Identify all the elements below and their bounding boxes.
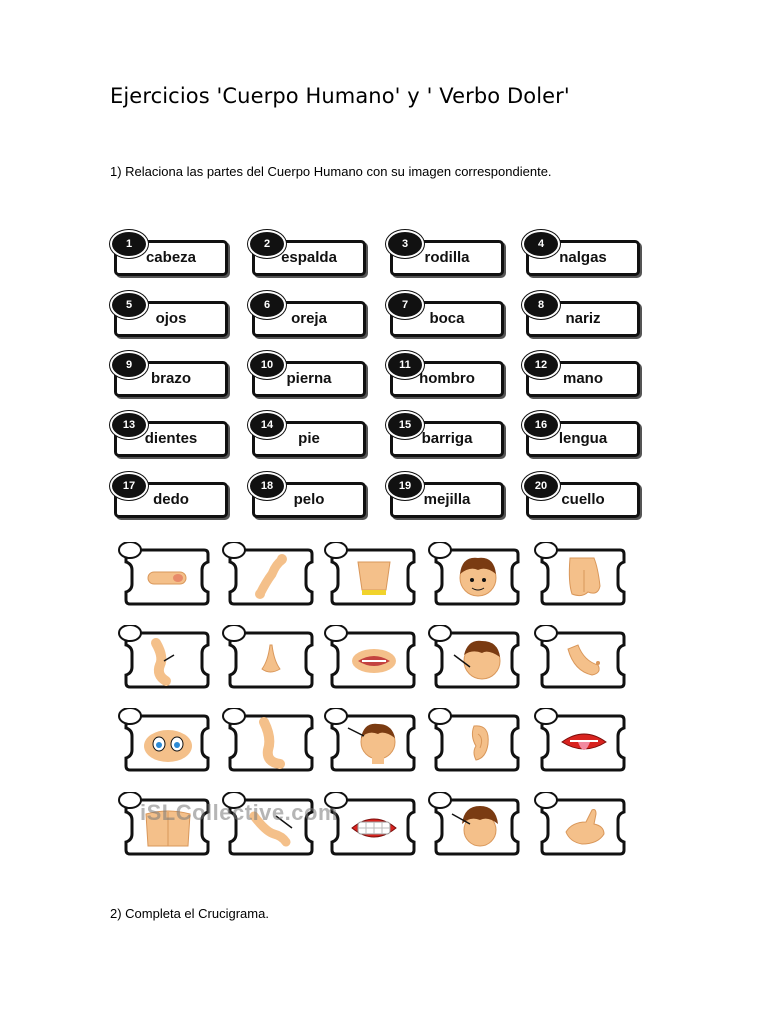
number-badge: 9: [110, 351, 148, 379]
word-card: [110, 230, 234, 278]
number-badge: 13: [110, 411, 148, 439]
picture-card: [426, 708, 524, 778]
number-badge: 12: [522, 351, 560, 379]
page-title: Ejercicios 'Cuerpo Humano' y ' Verbo Doler': [110, 84, 570, 108]
word-card: [110, 291, 234, 339]
word-label: oreja: [291, 310, 327, 327]
picture-card: [220, 708, 318, 778]
mouth-icon: [352, 649, 396, 673]
word-card: [522, 411, 646, 459]
instruction-1: 1) Relaciona las partes del Cuerpo Humano con su imagen correspondiente.: [110, 164, 552, 179]
word-label: nariz: [565, 310, 601, 327]
word-card: [248, 411, 372, 459]
word-card: [110, 472, 234, 520]
picture-card: [220, 542, 318, 612]
number-badge: 17: [110, 472, 148, 500]
word-label: pie: [298, 430, 320, 447]
number-badge: 16: [522, 411, 560, 439]
word-card: [248, 291, 372, 339]
number-badge: 8: [522, 291, 560, 319]
word-label: lengua: [558, 430, 608, 447]
number-badge: 7: [386, 291, 424, 319]
number-badge: 10: [248, 351, 286, 379]
picture-card: [116, 542, 214, 612]
word-card: [386, 230, 510, 278]
word-card: [522, 351, 646, 399]
instruction-2: 2) Completa el Crucigrama.: [110, 906, 269, 921]
eyes-icon: [144, 730, 192, 762]
word-label: dedo: [153, 491, 189, 508]
word-label: ojos: [155, 310, 187, 327]
word-label: mejilla: [423, 491, 471, 508]
picture-card: [532, 625, 630, 695]
word-label: nalgas: [559, 249, 607, 266]
finger-icon: [148, 572, 186, 584]
number-badge: 5: [110, 291, 148, 319]
word-card: [248, 230, 372, 278]
word-card: [386, 291, 510, 339]
number-badge: 11: [386, 351, 424, 379]
buttocks-icon: [569, 558, 600, 596]
word-label: hombro: [419, 370, 475, 387]
picture-card: [426, 542, 524, 612]
word-label: boca: [429, 310, 465, 327]
word-card: [110, 411, 234, 459]
number-badge: 19: [386, 472, 424, 500]
picture-card: [116, 625, 214, 695]
picture-card: [322, 542, 420, 612]
word-label: pierna: [286, 370, 332, 387]
number-badge: 15: [386, 411, 424, 439]
word-label: brazo: [150, 370, 191, 387]
word-card: [110, 351, 234, 399]
word-label: barriga: [421, 430, 473, 447]
picture-card: [426, 792, 524, 862]
word-card: [522, 472, 646, 520]
word-label: pelo: [293, 491, 325, 508]
word-label: cabeza: [145, 249, 197, 266]
number-badge: 1: [110, 230, 148, 258]
picture-card: [532, 792, 630, 862]
word-card: [522, 291, 646, 339]
word-card: [522, 230, 646, 278]
word-label: rodilla: [424, 249, 470, 266]
number-badge: 14: [248, 411, 286, 439]
number-badge: 2: [248, 230, 286, 258]
word-card: [386, 472, 510, 520]
word-card: [386, 411, 510, 459]
picture-card: [116, 708, 214, 778]
number-badge: 3: [386, 230, 424, 258]
picture-card: [322, 708, 420, 778]
word-label: espalda: [281, 249, 337, 266]
picture-card: [532, 708, 630, 778]
word-card: [386, 351, 510, 399]
number-badge: 18: [248, 472, 286, 500]
number-badge: 4: [522, 230, 560, 258]
word-label: mano: [562, 370, 603, 387]
watermark: iSLCollective.com: [140, 800, 339, 825]
number-badge: 6: [248, 291, 286, 319]
word-card: [248, 472, 372, 520]
number-badge: 20: [522, 472, 560, 500]
picture-card: [220, 625, 318, 695]
worksheet-image: [110, 230, 646, 860]
picture-card: [532, 542, 630, 612]
word-label: dientes: [144, 430, 198, 447]
word-label: cuello: [561, 491, 605, 508]
picture-card: [322, 625, 420, 695]
picture-card: [426, 625, 524, 695]
torso-icon: [358, 562, 390, 595]
word-card: [248, 351, 372, 399]
head-icon: [460, 558, 496, 596]
